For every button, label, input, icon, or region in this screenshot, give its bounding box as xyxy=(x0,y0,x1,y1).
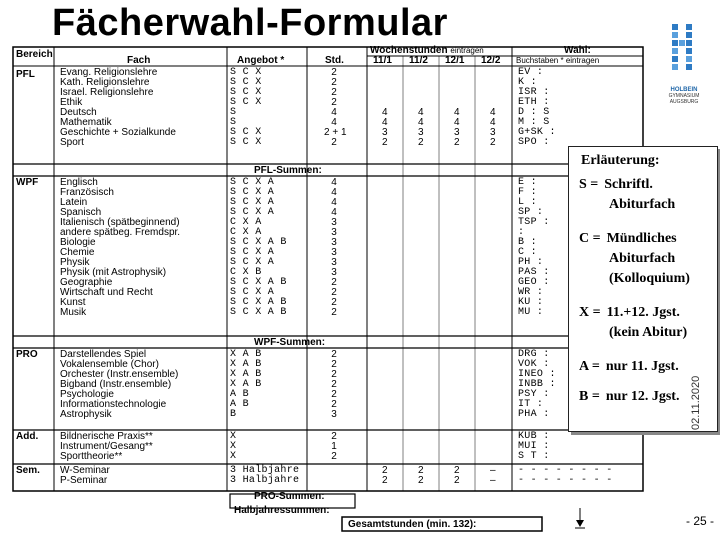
group-pfl: PFL xyxy=(16,69,35,80)
row-angebot: A B xyxy=(230,389,249,400)
row-angebot: S C X A xyxy=(230,287,275,298)
row-std: 2 xyxy=(331,451,337,462)
cursor-icon xyxy=(575,508,585,530)
school-logo xyxy=(664,22,704,105)
col-sem-1: 11/1 xyxy=(373,55,392,66)
page-number: - 25 - xyxy=(686,514,715,528)
row-angebot: B xyxy=(230,409,237,420)
row-fach: Wirtschaft und Recht xyxy=(60,287,153,298)
row-fach: Geographie xyxy=(60,277,113,288)
row-std: 4 xyxy=(331,177,337,188)
row-fach: Informationstechnologie xyxy=(60,399,167,410)
row-angebot: X A B xyxy=(230,379,262,390)
row-wahl-code: ISR : xyxy=(518,87,550,98)
row-std: 2 + 1 xyxy=(324,127,347,138)
row-std: 2 xyxy=(331,399,337,410)
halbjahr-sum-label: Halbjahressummen: xyxy=(234,505,330,516)
legend-key: X = xyxy=(579,305,601,320)
wochenstunden-sub: eintragen xyxy=(450,46,484,55)
row-std: 3 xyxy=(331,217,337,228)
legend-key: B = xyxy=(579,389,600,404)
row-angebot: S C X A B xyxy=(230,277,287,288)
col-wahl-sub: Buchstaben * eintragen xyxy=(516,56,600,65)
row-std: 4 xyxy=(331,207,337,218)
col-sem-4: 12/2 xyxy=(481,55,501,66)
row-wahl-code: D : S xyxy=(518,107,550,118)
row-angebot: C X A xyxy=(230,227,262,238)
row-std: 4 xyxy=(331,117,337,128)
row-fach: Evang. Religionslehre xyxy=(60,67,158,78)
row-std: 2 xyxy=(331,277,337,288)
row-std: 2 xyxy=(331,287,337,298)
row-fach: Bildnerische Praxis** xyxy=(60,431,153,442)
row-angebot: S C X A xyxy=(230,207,275,218)
logo-sub2: AUGSBURG xyxy=(669,99,699,105)
row-wahl-code: KU : xyxy=(518,297,544,308)
row-sem3: 3 xyxy=(454,127,460,138)
row-angebot: X xyxy=(230,451,237,462)
row-fach: Sport xyxy=(60,137,84,148)
row-sem4: 2 xyxy=(490,137,496,148)
row-wahl-code: - - - - - - - - xyxy=(518,465,613,476)
holbein-logo-icon xyxy=(664,22,702,80)
row-sem3: 2 xyxy=(454,465,460,476)
group-sem: Sem. xyxy=(16,465,40,476)
row-angebot: S C X A xyxy=(230,197,275,208)
row-angebot: S C X A B xyxy=(230,297,287,308)
gesamt-sum-label: Gesamtstunden (min. 132): xyxy=(348,519,477,530)
legend-key: A = xyxy=(579,359,600,374)
row-wahl-code: INEO : xyxy=(518,369,556,380)
row-angebot: S C X A xyxy=(230,247,275,258)
row-fach: Ethik xyxy=(60,97,83,108)
row-angebot: X xyxy=(230,441,237,452)
row-std: 3 xyxy=(331,257,337,268)
row-sem3: 2 xyxy=(454,475,460,486)
legend-text: nur 11. Jgst. xyxy=(605,359,679,374)
col-bereich: Bereich xyxy=(16,49,53,60)
row-sem4: 4 xyxy=(490,117,496,128)
row-wahl-code: IT : xyxy=(518,399,544,410)
row-std: 3 xyxy=(331,409,337,420)
row-wahl-code: E : xyxy=(518,177,537,188)
row-fach: Bigband (Instr.ensemble) xyxy=(60,379,172,390)
legend-text: Schriftl. xyxy=(604,177,653,192)
row-wahl-code: INBB : xyxy=(518,379,556,390)
row-sem4: 4 xyxy=(490,107,496,118)
page-title: Fächerwahl-Formular xyxy=(52,2,448,44)
row-angebot: S C X A B xyxy=(230,307,287,318)
row-wahl-code: G+SK : xyxy=(518,127,556,138)
row-angebot: X A B xyxy=(230,359,262,370)
row-fach: andere spätbeg. Fremdspr. xyxy=(60,227,181,238)
row-std: 2 xyxy=(331,359,337,370)
row-std: 2 xyxy=(331,307,337,318)
legend-text-cont: Abiturfach xyxy=(609,197,676,212)
row-fach: Astrophysik xyxy=(60,409,112,420)
row-angebot: S C X xyxy=(230,77,262,88)
row-angebot: S C X xyxy=(230,67,262,78)
row-std: 2 xyxy=(331,67,337,78)
row-std: 3 xyxy=(331,267,337,278)
row-wahl-code: B : xyxy=(518,237,537,248)
row-wahl-code: DRG : xyxy=(518,349,550,360)
row-fach: P-Seminar xyxy=(60,475,108,486)
row-std: 4 xyxy=(331,187,337,198)
row-fach: Chemie xyxy=(60,247,95,258)
row-std: 3 xyxy=(331,237,337,248)
row-std: 2 xyxy=(331,77,337,88)
logo-brand: HOLBEIN xyxy=(670,87,698,93)
legend-text: 11.+12. Jgst. xyxy=(606,305,680,320)
row-fach: Physik (mit Astrophysik) xyxy=(60,267,167,278)
form-sheet xyxy=(12,46,652,532)
row-std: 3 xyxy=(331,227,337,238)
row-sem1: 2 xyxy=(382,475,388,486)
row-std: 4 xyxy=(331,197,337,208)
row-angebot: X A B xyxy=(230,349,262,360)
row-wahl-code: - - - - - - - - xyxy=(518,475,613,486)
row-sem2: 2 xyxy=(418,137,424,148)
row-std: 4 xyxy=(331,107,337,118)
row-wahl-code: GEO : xyxy=(518,277,550,288)
row-fach: Latein xyxy=(60,197,88,208)
row-wahl-code: MU : xyxy=(518,307,544,318)
legend-key: C = xyxy=(579,231,601,246)
row-std: 2 xyxy=(331,431,337,442)
row-wahl-code: PAS : xyxy=(518,267,550,278)
row-wahl-code: C : xyxy=(518,247,537,258)
legend-text: Mündliches xyxy=(606,231,677,246)
row-sem1: 2 xyxy=(382,137,388,148)
pfl-sum-label: PFL-Summen: xyxy=(254,165,322,176)
row-std: 2 xyxy=(331,97,337,108)
row-sem1: 2 xyxy=(382,465,388,476)
row-fach: Israel. Religionslehre xyxy=(60,87,154,98)
row-fach: Spanisch xyxy=(60,207,102,218)
row-fach: Instrument/Gesang** xyxy=(60,441,153,452)
group-add: Add. xyxy=(16,431,39,442)
row-fach: Mathematik xyxy=(60,117,112,128)
logo-sub1: GYMNASIUM xyxy=(668,93,700,99)
row-angebot: C X B xyxy=(230,267,262,278)
group-wpf: WPF xyxy=(16,177,39,188)
row-wahl-code: PSY : xyxy=(518,389,550,400)
row-wahl-code: : xyxy=(518,227,525,238)
row-fach: Darstellendes Spiel xyxy=(60,349,147,360)
row-wahl-code: VOK : xyxy=(518,359,550,370)
col-angebot: Angebot * xyxy=(237,55,285,66)
row-fach: Englisch xyxy=(60,177,98,188)
legend-title: Erläuterung: xyxy=(581,153,660,168)
row-angebot: S C X xyxy=(230,87,262,98)
row-wahl-code: WR : xyxy=(518,287,544,298)
row-angebot: S xyxy=(230,107,237,118)
col-sem-2: 11/2 xyxy=(409,55,428,66)
row-fach: Musik xyxy=(60,307,87,318)
legend-text-cont: (Kolloquium) xyxy=(609,271,690,286)
row-wahl-code: K : xyxy=(518,77,537,88)
row-sem2: 2 xyxy=(418,465,424,476)
row-sem4: 3 xyxy=(490,127,496,138)
row-fach: Italienisch (spätbeginnend) xyxy=(60,217,180,228)
row-fach: Biologie xyxy=(60,237,96,248)
row-std: 2 xyxy=(331,379,337,390)
row-std: 2 xyxy=(331,369,337,380)
row-sem3: 4 xyxy=(454,117,460,128)
col-sem-3: 12/1 xyxy=(445,55,465,66)
row-angebot: S C X A xyxy=(230,177,275,188)
row-sem2: 4 xyxy=(418,117,424,128)
legend-key: S = xyxy=(579,177,599,192)
row-fach: Geschichte + Sozialkunde xyxy=(60,127,176,138)
row-angebot: 3 Halbjahre xyxy=(230,465,300,476)
row-std: 2 xyxy=(331,87,337,98)
row-angebot: X xyxy=(230,431,237,442)
row-angebot: S C X A xyxy=(230,257,275,268)
date-label: 02.11.2020 xyxy=(690,375,702,430)
row-fach: Orchester (Instr.ensemble) xyxy=(60,369,179,380)
row-std: 2 xyxy=(331,137,337,148)
legend-text-cont: Abiturfach xyxy=(609,251,676,266)
row-wahl-code: PH : xyxy=(518,257,544,268)
row-wahl-code: MUI : xyxy=(518,441,550,452)
row-wahl-code: SP : xyxy=(518,207,544,218)
row-fach: Vokalensemble (Chor) xyxy=(60,359,159,370)
row-sem3: 4 xyxy=(454,107,460,118)
legend-item xyxy=(579,229,690,289)
col-std: Std. xyxy=(325,55,344,66)
row-sem4: – xyxy=(490,475,496,486)
row-sem4: – xyxy=(490,465,496,476)
row-angebot: A B xyxy=(230,399,249,410)
row-angebot: S C X A xyxy=(230,187,275,198)
row-fach: Deutsch xyxy=(60,107,97,118)
wochenstunden-label: Wochenstunden xyxy=(370,45,448,56)
row-wahl-code: F : xyxy=(518,187,537,198)
row-fach: Psychologie xyxy=(60,389,114,400)
row-angebot: S C X xyxy=(230,127,262,138)
col-fach: Fach xyxy=(127,55,151,66)
row-sem3: 2 xyxy=(454,137,460,148)
row-angebot: 3 Halbjahre xyxy=(230,475,300,486)
legend-text: nur 12. Jgst. xyxy=(605,389,680,404)
row-wahl-code: SPO : xyxy=(518,137,550,148)
row-sem2: 2 xyxy=(418,475,424,486)
row-sem1: 4 xyxy=(382,117,388,128)
row-angebot: X A B xyxy=(230,369,262,380)
row-angebot: S xyxy=(230,117,237,128)
row-wahl-code: ETH : xyxy=(518,97,550,108)
row-sem2: 3 xyxy=(418,127,424,138)
legend-item xyxy=(579,303,687,343)
row-sem1: 4 xyxy=(382,107,388,118)
row-angebot: C X A xyxy=(230,217,262,228)
row-std: 2 xyxy=(331,349,337,360)
row-fach: Sporttheorie** xyxy=(60,451,123,462)
row-wahl-code: KUB : xyxy=(518,431,550,442)
row-std: 2 xyxy=(331,389,337,400)
legend-item xyxy=(579,357,679,377)
row-std: 1 xyxy=(331,441,337,452)
row-std: 3 xyxy=(331,247,337,258)
row-fach: W-Seminar xyxy=(60,465,110,476)
row-fach: Französisch xyxy=(60,187,114,198)
row-fach: Kunst xyxy=(60,297,86,308)
row-std: 2 xyxy=(331,297,337,308)
legend-item xyxy=(579,175,675,215)
wpf-sum-label: WPF-Summen: xyxy=(254,337,326,348)
row-angebot: S C X xyxy=(230,97,262,108)
legend-text-cont: (kein Abitur) xyxy=(609,325,688,340)
row-wahl-code: TSP : xyxy=(518,217,550,228)
legend-item xyxy=(579,387,679,407)
group-pro: PRO xyxy=(16,349,38,360)
row-wahl-code: L : xyxy=(518,197,537,208)
row-wahl-code: S T : xyxy=(518,451,550,462)
row-sem2: 4 xyxy=(418,107,424,118)
row-sem1: 3 xyxy=(382,127,388,138)
pro-sum-label: PRO-Summen: xyxy=(254,491,325,502)
row-wahl-code: EV : xyxy=(518,67,544,78)
row-wahl-code: PHA : xyxy=(518,409,550,420)
row-fach: Physik xyxy=(60,257,90,268)
col-wahl: Wahl: xyxy=(564,45,591,56)
row-fach: Kath. Religionslehre xyxy=(60,77,150,88)
row-wahl-code: M : S xyxy=(518,117,550,128)
row-angebot: S C X A B xyxy=(230,237,287,248)
row-angebot: S C X xyxy=(230,137,262,148)
